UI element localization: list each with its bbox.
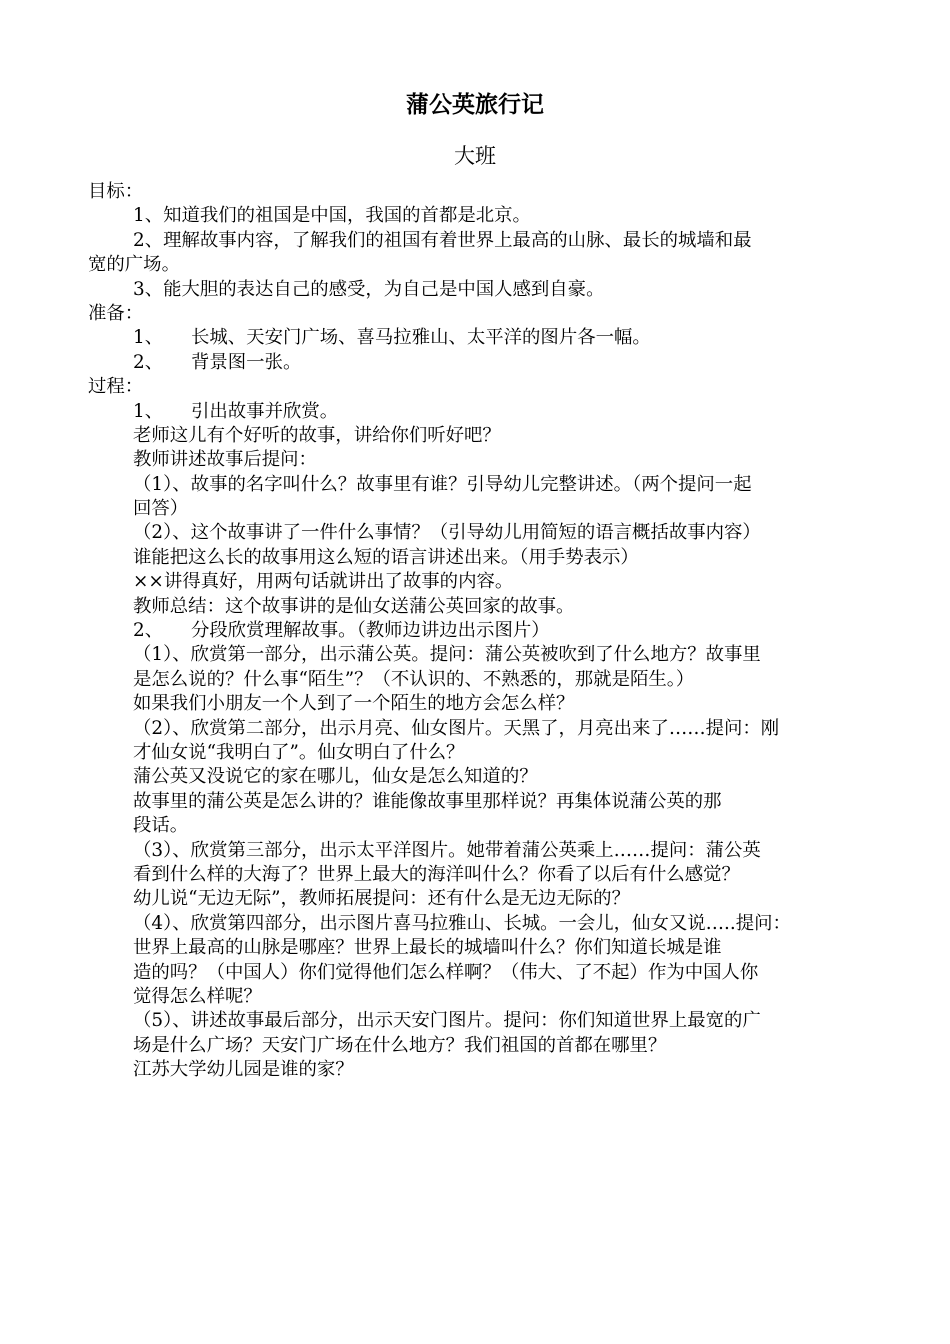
- process-line: （2）、这个故事讲了一件什么事情？（引导幼儿用简短的语言概括故事内容）: [133, 522, 761, 544]
- process-line: 故事里的蒲公英是怎么讲的？谁能像故事里那样说？再集体说蒲公英的那: [133, 790, 722, 812]
- process-line: ××讲得真好，用两句话就讲出了故事的内容。: [133, 571, 514, 593]
- process-line: 幼儿说“无边无际”，教师拓展提问：还有什么是无边无际的？: [133, 888, 630, 910]
- prep-item: [88, 326, 868, 350]
- process-step-text: 分段欣赏理解故事。（教师边讲边出示图片）: [191, 620, 550, 642]
- process-line: 是怎么说的？什么事“陌生”？（不认识的、不熟悉的，那就是陌生。）: [133, 668, 695, 690]
- prep-heading: 准备：: [88, 302, 144, 324]
- process-step: [88, 400, 868, 424]
- process-line: 才仙女说“我明白了”。仙女明白了什么？: [133, 741, 465, 763]
- goal-line-continued: 宽的广场。: [88, 254, 180, 276]
- process-line: 看到什么样的大海了？世界上最大的海洋叫什么？你看了以后有什么感觉？: [133, 863, 740, 885]
- goals-heading: 目标：: [88, 181, 144, 202]
- process-line: 觉得怎么样呢？: [133, 985, 262, 1007]
- process-line: （5）、讲述故事最后部分，出示天安门图片。提问：你们知道世界上最宽的广: [133, 1010, 761, 1032]
- process-line: （3）、欣赏第三部分，出示太平洋图片。她带着蒲公英乘上……提问：蒲公英: [133, 839, 761, 861]
- prep-item-number: 2、: [133, 351, 164, 373]
- process-line: 造的吗？（中国人）你们觉得他们怎么样啊？（伟大、了不起）作为中国人你: [133, 961, 759, 983]
- process-line: 段话。: [133, 815, 189, 837]
- process-line: 蒲公英又没说它的家在哪儿，仙女是怎么知道的？: [133, 766, 538, 788]
- process-line: 世界上最高的山脉是哪座？世界上最长的城墙叫什么？你们知道长城是谁: [133, 937, 722, 959]
- process-step-number: 2、: [133, 620, 164, 642]
- goal-line: 1、知道我们的祖国是中国，我国的首都是北京。: [133, 205, 531, 227]
- prep-item-text: 背景图一张。: [191, 351, 302, 373]
- process-line: 教师讲述故事后提问：: [133, 449, 317, 471]
- document-title: 蒲公英旅行记: [406, 91, 544, 118]
- process-line: 场是什么广场？天安门广场在什么地方？我们祖国的首都在哪里？: [133, 1034, 667, 1056]
- process-line: （4）、欣赏第四部分，出示图片喜马拉雅山、长城。一会儿，仙女又说…..提问：: [133, 912, 791, 934]
- goal-line: 2、理解故事内容，了解我们的祖国有着世界上最高的山脉、最长的城墙和最: [133, 229, 752, 251]
- process-line: 谁能把这么长的故事用这么短的语言讲述出来。（用手势表示）: [133, 546, 639, 568]
- document-body: [88, 180, 868, 1082]
- process-step-number: 1、: [133, 400, 164, 422]
- prep-item-text: 长城、天安门广场、喜马拉雅山、太平洋的图片各一幅。: [191, 327, 651, 349]
- process-line: （2）、欣赏第二部分，出示月亮、仙女图片。天黑了，月亮出来了……提问：刚: [133, 717, 780, 739]
- prep-item-number: 1、: [133, 327, 164, 349]
- document-subtitle: 大班: [454, 144, 496, 168]
- process-line: 如果我们小朋友一个人到了一个陌生的地方会怎么样？: [133, 693, 575, 715]
- prep-item: [88, 351, 868, 375]
- process-line: （1）、欣赏第一部分，出示蒲公英。提问：蒲公英被吹到了什么地方？故事里: [133, 644, 761, 666]
- process-line: 江苏大学幼儿园是谁的家？: [133, 1059, 354, 1081]
- process-line: （1）、故事的名字叫什么？故事里有谁？引导幼儿完整讲述。（两个提问一起: [133, 473, 752, 495]
- process-heading: 过程：: [88, 376, 144, 398]
- goal-line: 3、能大胆的表达自己的感受，为自己是中国人感到自豪。: [133, 278, 605, 300]
- process-line: 老师这儿有个好听的故事，讲给你们听好吧？: [133, 424, 501, 446]
- process-line: 回答）: [133, 498, 189, 520]
- process-line: 教师总结：这个故事讲的是仙女送蒲公英回家的故事。: [133, 595, 575, 617]
- process-step-text: 引出故事并欣赏。: [191, 400, 339, 422]
- process-step: [88, 619, 868, 643]
